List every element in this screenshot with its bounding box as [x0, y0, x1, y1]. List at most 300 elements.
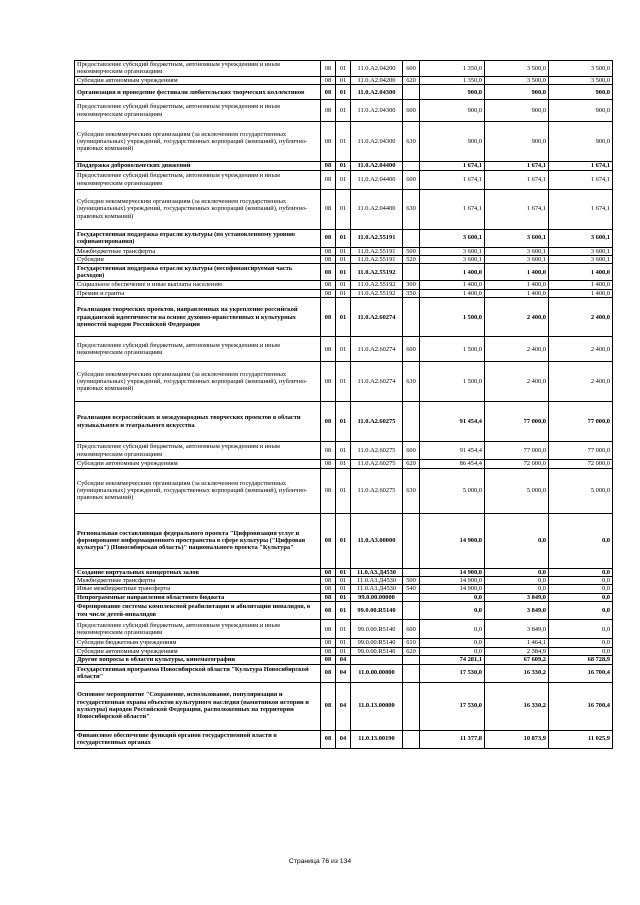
- subsection-code: 01: [336, 256, 351, 264]
- subsection-code: 01: [336, 593, 351, 601]
- table-row: [75, 639, 613, 647]
- table-row: [75, 682, 613, 730]
- target-article-code: 11.0.A2.55191: [351, 229, 403, 247]
- amount-year-3: 72 000,0: [549, 460, 613, 468]
- table-row: [75, 362, 613, 402]
- row-name: Предоставление субсидий бюджетным, автономным учреждениям и иным некоммерческим организациям: [75, 170, 321, 189]
- amount-year-1: 0,0: [420, 639, 485, 647]
- row-name: Непрограммные направления областного бюджета: [75, 593, 321, 601]
- row-name: Государственная программа Новосибирской области "Культура Новосибирской области": [75, 664, 321, 682]
- amount-year-2: 1 400,0: [485, 289, 549, 297]
- target-article-code: 11.0.00.00000: [351, 664, 403, 682]
- amount-year-3: 0,0: [549, 620, 613, 639]
- row-name: Государственная поддержка отрасли культуры (несофинансируемая часть расходов): [75, 264, 321, 281]
- table-row: [75, 602, 613, 620]
- expense-type-code: 600: [403, 620, 420, 639]
- amount-year-2: 3 600,1: [485, 256, 549, 264]
- amount-year-1: 14 900,0: [420, 513, 485, 568]
- amount-year-1: 1 400,0: [420, 289, 485, 297]
- amount-year-3: 3 500,0: [549, 61, 613, 77]
- subsection-code: 01: [336, 100, 351, 122]
- expense-type-code: 600: [403, 442, 420, 460]
- amount-year-2: 77 000,0: [485, 442, 549, 460]
- target-article-code: 99.0.00.R5140: [351, 602, 403, 620]
- amount-year-3: 1 400,0: [549, 264, 613, 281]
- amount-year-3: 3 600,1: [549, 229, 613, 247]
- target-article-code: 11.0.A2.04200: [351, 61, 403, 77]
- expense-type-code: [403, 298, 420, 337]
- amount-year-1: 900,0: [420, 85, 485, 100]
- subsection-code: 01: [336, 289, 351, 297]
- subsection-code: 04: [336, 664, 351, 682]
- subsection-code: 01: [336, 170, 351, 189]
- subsection-code: 01: [336, 229, 351, 247]
- row-name: Реализация творческих проектов, направленных на укрепление российской гражданской идентичности на основе духовно-нравственных и культурных ценностей народов Российской Федерации: [75, 298, 321, 337]
- amount-year-2: 0,0: [485, 513, 549, 568]
- table-row: [75, 298, 613, 337]
- target-article-code: 11.0.A2.04400: [351, 189, 403, 229]
- amount-year-3: 3 600,1: [549, 247, 613, 255]
- target-article-code: 11.0.A2.60274: [351, 337, 403, 362]
- table-row: [75, 647, 613, 655]
- row-name: Поддержка добровольческих движений: [75, 162, 321, 170]
- amount-year-2: 5 000,0: [485, 468, 549, 513]
- subsection-code: 01: [336, 76, 351, 84]
- table-row: [75, 85, 613, 100]
- section-code: 08: [321, 298, 336, 337]
- amount-year-1: 0,0: [420, 602, 485, 620]
- expense-type-code: [403, 602, 420, 620]
- amount-year-3: 16 700,4: [549, 682, 613, 730]
- expense-type-code: 600: [403, 337, 420, 362]
- amount-year-2: 1 674,1: [485, 162, 549, 170]
- amount-year-2: 0,0: [485, 568, 549, 576]
- target-article-code: 11.0.A3.00000: [351, 513, 403, 568]
- row-name: Предоставление субсидий бюджетным, автономным учреждениям и иным некоммерческим организациям: [75, 100, 321, 122]
- amount-year-2: 1 400,0: [485, 281, 549, 289]
- expense-type-code: 630: [403, 468, 420, 513]
- amount-year-2: 1 400,0: [485, 264, 549, 281]
- amount-year-2: 2 400,0: [485, 337, 549, 362]
- amount-year-3: 0,0: [549, 568, 613, 576]
- amount-year-2: 16 330,2: [485, 664, 549, 682]
- table-row: [75, 730, 613, 748]
- subsection-code: 01: [336, 247, 351, 255]
- table-row: [75, 229, 613, 247]
- row-name: Предоставление субсидий бюджетным, автономным учреждениям и иным некоммерческим организациям: [75, 620, 321, 639]
- table-row: [75, 281, 613, 289]
- expense-type-code: [403, 593, 420, 601]
- section-code: 08: [321, 281, 336, 289]
- amount-year-3: 3 600,1: [549, 256, 613, 264]
- table-row: [75, 577, 613, 585]
- amount-year-3: 0,0: [549, 513, 613, 568]
- section-code: 08: [321, 289, 336, 297]
- section-code: 08: [321, 730, 336, 748]
- expense-type-code: [403, 682, 420, 730]
- row-name: Премии и гранты: [75, 289, 321, 297]
- target-article-code: 11.0.A3.Д4530: [351, 585, 403, 593]
- section-code: 08: [321, 639, 336, 647]
- target-article-code: 11.0.A2.55191: [351, 256, 403, 264]
- amount-year-3: 0,0: [549, 639, 613, 647]
- section-code: 08: [321, 76, 336, 84]
- amount-year-2: 0,0: [485, 577, 549, 585]
- amount-year-1: 17 530,0: [420, 664, 485, 682]
- row-name: Межбюджетные трансферты: [75, 577, 321, 585]
- section-code: 08: [321, 593, 336, 601]
- target-article-code: 11.0.13.00190: [351, 730, 403, 748]
- amount-year-3: 5 000,0: [549, 468, 613, 513]
- amount-year-1: 1 674,1: [420, 189, 485, 229]
- subsection-code: 01: [336, 402, 351, 442]
- amount-year-2: 900,0: [485, 100, 549, 122]
- amount-year-3: 1 400,0: [549, 281, 613, 289]
- amount-year-1: 1 500,0: [420, 337, 485, 362]
- row-name: Субсидии автономным учреждениям: [75, 460, 321, 468]
- row-name: Создание виртуальных концертных залов: [75, 568, 321, 576]
- row-name: Формирование системы комплексной реабилитации и абилитации инвалидов, в том числе детей-инвалидов: [75, 602, 321, 620]
- amount-year-3: 1 400,0: [549, 289, 613, 297]
- amount-year-1: 74 281,1: [420, 656, 485, 664]
- amount-year-3: 16 700,4: [549, 664, 613, 682]
- amount-year-1: 0,0: [420, 620, 485, 639]
- row-name: Организация и проведение фестивали любительских творческих коллективов: [75, 85, 321, 100]
- section-code: 08: [321, 647, 336, 655]
- subsection-code: 01: [336, 264, 351, 281]
- section-code: 08: [321, 229, 336, 247]
- expense-type-code: 620: [403, 76, 420, 84]
- section-code: 08: [321, 122, 336, 162]
- amount-year-3: 0,0: [549, 647, 613, 655]
- amount-year-3: 11 025,9: [549, 730, 613, 748]
- amount-year-1: 5 000,0: [420, 468, 485, 513]
- expense-type-code: [403, 730, 420, 748]
- section-code: 08: [321, 620, 336, 639]
- section-code: 08: [321, 256, 336, 264]
- expense-type-code: 630: [403, 362, 420, 402]
- subsection-code: 01: [336, 337, 351, 362]
- table-row: [75, 170, 613, 189]
- amount-year-2: 3 500,0: [485, 76, 549, 84]
- table-row: [75, 162, 613, 170]
- table-row: [75, 337, 613, 362]
- target-article-code: 11.0.A2.60275: [351, 402, 403, 442]
- expense-type-code: 540: [403, 585, 420, 593]
- section-code: 08: [321, 100, 336, 122]
- row-name: Социальное обеспечение и иные выплаты населению: [75, 281, 321, 289]
- amount-year-3: 77 000,0: [549, 442, 613, 460]
- expense-type-code: [403, 264, 420, 281]
- row-name: Другие вопросы в области культуры, кинематографии: [75, 656, 321, 664]
- target-article-code: 11.0.A2.04400: [351, 170, 403, 189]
- target-article-code: 11.0.A2.04300: [351, 122, 403, 162]
- target-article-code: 11.0.A2.04200: [351, 76, 403, 84]
- target-article-code: 11.0.A3.Д4530: [351, 577, 403, 585]
- amount-year-3: 68 728,9: [549, 656, 613, 664]
- expense-type-code: 600: [403, 100, 420, 122]
- subsection-code: 01: [336, 122, 351, 162]
- amount-year-1: 91 454,4: [420, 442, 485, 460]
- subsection-code: 01: [336, 281, 351, 289]
- amount-year-3: 1 674,1: [549, 189, 613, 229]
- target-article-code: 99.0.00.00000: [351, 593, 403, 601]
- amount-year-2: 1 674,1: [485, 189, 549, 229]
- expense-type-code: 600: [403, 61, 420, 77]
- expense-type-code: 500: [403, 247, 420, 255]
- expense-type-code: [403, 402, 420, 442]
- expense-type-code: 350: [403, 289, 420, 297]
- subsection-code: 04: [336, 656, 351, 664]
- amount-year-1: 3 600,1: [420, 256, 485, 264]
- amount-year-1: 0,0: [420, 647, 485, 655]
- subsection-code: 01: [336, 460, 351, 468]
- row-name: Субсидии некоммерческим организациям (за исключением государственных (муниципальных) учреждений, государственных корпораций (компаний), публично-правовых компаний): [75, 122, 321, 162]
- amount-year-1: 1 500,0: [420, 298, 485, 337]
- subsection-code: 01: [336, 162, 351, 170]
- amount-year-1: 900,0: [420, 122, 485, 162]
- row-name: Субсидии некоммерческим организациям (за исключением государственных (муниципальных) учреждений, государственных корпораций (компаний), публично-правовых компаний): [75, 468, 321, 513]
- target-article-code: 11.0.A3.Д4530: [351, 568, 403, 576]
- expense-type-code: [403, 229, 420, 247]
- amount-year-1: 1 674,1: [420, 162, 485, 170]
- subsection-code: 01: [336, 468, 351, 513]
- amount-year-2: 2 384,9: [485, 647, 549, 655]
- amount-year-1: 0,0: [420, 593, 485, 601]
- subsection-code: 04: [336, 730, 351, 748]
- expense-type-code: 600: [403, 170, 420, 189]
- table-row: [75, 664, 613, 682]
- target-article-code: 11.0.A2.04300: [351, 85, 403, 100]
- table-row: [75, 585, 613, 593]
- amount-year-1: 3 600,1: [420, 229, 485, 247]
- section-code: 08: [321, 585, 336, 593]
- amount-year-2: 72 000,0: [485, 460, 549, 468]
- target-article-code: 11.0.A2.55192: [351, 281, 403, 289]
- amount-year-2: 1 464,1: [485, 639, 549, 647]
- subsection-code: 01: [336, 585, 351, 593]
- section-code: 08: [321, 664, 336, 682]
- table-row: [75, 513, 613, 568]
- target-article-code: 11.0.A2.60274: [351, 362, 403, 402]
- expense-type-code: 620: [403, 647, 420, 655]
- subsection-code: 01: [336, 577, 351, 585]
- row-name: Субсидии некоммерческим организациям (за исключением государственных (муниципальных) учреждений, государственных корпораций (компаний), публично-правовых компаний): [75, 189, 321, 229]
- budget-table: [74, 60, 613, 749]
- amount-year-1: 1 400,0: [420, 281, 485, 289]
- expense-type-code: [403, 664, 420, 682]
- table-row: [75, 256, 613, 264]
- section-code: 08: [321, 61, 336, 77]
- amount-year-2: 2 400,0: [485, 362, 549, 402]
- subsection-code: 01: [336, 568, 351, 576]
- table-row: [75, 656, 613, 664]
- expense-type-code: 520: [403, 256, 420, 264]
- amount-year-1: 14 900,0: [420, 577, 485, 585]
- expense-type-code: 630: [403, 122, 420, 162]
- section-code: 08: [321, 656, 336, 664]
- table-row: [75, 247, 613, 255]
- amount-year-2: 3 600,1: [485, 229, 549, 247]
- expense-type-code: 610: [403, 639, 420, 647]
- amount-year-3: 0,0: [549, 593, 613, 601]
- table-row: [75, 568, 613, 576]
- section-code: 08: [321, 682, 336, 730]
- subsection-code: 01: [336, 639, 351, 647]
- row-name: Финансовое обеспечение функций органов государственной власти в государственных органах: [75, 730, 321, 748]
- target-article-code: 11.0.A2.55192: [351, 264, 403, 281]
- amount-year-2: 2 400,0: [485, 298, 549, 337]
- section-code: 08: [321, 442, 336, 460]
- amount-year-2: 10 873,9: [485, 730, 549, 748]
- subsection-code: 01: [336, 513, 351, 568]
- section-code: 08: [321, 460, 336, 468]
- section-code: 08: [321, 264, 336, 281]
- table-row: [75, 122, 613, 162]
- section-code: 08: [321, 162, 336, 170]
- amount-year-1: 900,0: [420, 100, 485, 122]
- amount-year-1: 1 350,0: [420, 61, 485, 77]
- budget-table-body: [75, 61, 613, 749]
- table-row: [75, 61, 613, 77]
- row-name: Предоставление субсидий бюджетным, автономным учреждениям и иным некоммерческим организациям: [75, 61, 321, 77]
- section-code: 08: [321, 362, 336, 402]
- amount-year-3: 1 674,1: [549, 162, 613, 170]
- amount-year-2: 77 000,0: [485, 402, 549, 442]
- subsection-code: 01: [336, 85, 351, 100]
- amount-year-2: 16 330,2: [485, 682, 549, 730]
- subsection-code: 01: [336, 602, 351, 620]
- row-name: Региональная составляющая федерального проекта "Цифровизация услуг и формирование информационного пространства в сфере культуры ("Цифровая культура") (Новосибирская область)" национального проекта "Культура": [75, 513, 321, 568]
- table-row: [75, 442, 613, 460]
- row-name: Реализация всероссийских и международных творческих проектов в области музыкального и театрального искусства: [75, 402, 321, 442]
- row-name: Субсидии автономным учреждениям: [75, 76, 321, 84]
- amount-year-2: 900,0: [485, 85, 549, 100]
- section-code: 08: [321, 189, 336, 229]
- amount-year-1: 1 500,0: [420, 362, 485, 402]
- table-row: [75, 468, 613, 513]
- row-name: Иные межбюджетные трансферты: [75, 585, 321, 593]
- section-code: 08: [321, 468, 336, 513]
- subsection-code: 01: [336, 362, 351, 402]
- expense-type-code: [403, 162, 420, 170]
- section-code: 08: [321, 568, 336, 576]
- amount-year-3: 900,0: [549, 100, 613, 122]
- amount-year-2: 3 849,0: [485, 602, 549, 620]
- amount-year-1: 11 377,8: [420, 730, 485, 748]
- amount-year-3: 77 000,0: [549, 402, 613, 442]
- expense-type-code: [403, 513, 420, 568]
- amount-year-1: 14 900,0: [420, 568, 485, 576]
- subsection-code: 01: [336, 189, 351, 229]
- amount-year-2: 3 849,0: [485, 593, 549, 601]
- amount-year-3: 900,0: [549, 85, 613, 100]
- amount-year-3: 1 674,1: [549, 170, 613, 189]
- amount-year-1: 91 454,4: [420, 402, 485, 442]
- subsection-code: 01: [336, 61, 351, 77]
- target-article-code: 11.0.A2.60275: [351, 468, 403, 513]
- amount-year-3: 2 400,0: [549, 337, 613, 362]
- table-row: [75, 402, 613, 442]
- amount-year-3: 3 500,0: [549, 76, 613, 84]
- target-article-code: 99.0.00.R5140: [351, 639, 403, 647]
- budget-page: [74, 60, 612, 749]
- section-code: 08: [321, 513, 336, 568]
- amount-year-2: 1 674,1: [485, 170, 549, 189]
- amount-year-2: 3 600,1: [485, 247, 549, 255]
- table-row: [75, 189, 613, 229]
- target-article-code: 11.0.13.00000: [351, 682, 403, 730]
- target-article-code: 99.0.00.R5140: [351, 620, 403, 639]
- amount-year-2: 900,0: [485, 122, 549, 162]
- amount-year-2: 0,0: [485, 585, 549, 593]
- amount-year-1: 17 530,0: [420, 682, 485, 730]
- target-article-code: [351, 656, 403, 664]
- section-code: 08: [321, 402, 336, 442]
- amount-year-1: 3 600,1: [420, 247, 485, 255]
- row-name: Государственная поддержка отрасли культуры (по установленному уровню софинансирования): [75, 229, 321, 247]
- row-name: Межбюджетные трансферты: [75, 247, 321, 255]
- table-row: [75, 76, 613, 84]
- expense-type-code: [403, 85, 420, 100]
- target-article-code: 11.0.A2.04300: [351, 100, 403, 122]
- target-article-code: 11.0.A2.55192: [351, 289, 403, 297]
- row-name: Субсидии некоммерческим организациям (за исключением государственных (муниципальных) учреждений, государственных корпораций (компаний), публично-правовых компаний): [75, 362, 321, 402]
- table-row: [75, 593, 613, 601]
- expense-type-code: [403, 656, 420, 664]
- amount-year-2: 3 849,0: [485, 620, 549, 639]
- section-code: 08: [321, 170, 336, 189]
- section-code: 08: [321, 602, 336, 620]
- subsection-code: 01: [336, 647, 351, 655]
- expense-type-code: 500: [403, 577, 420, 585]
- amount-year-1: 14 900,0: [420, 585, 485, 593]
- target-article-code: 11.0.A2.60275: [351, 442, 403, 460]
- subsection-code: 04: [336, 682, 351, 730]
- amount-year-3: 900,0: [549, 122, 613, 162]
- table-row: [75, 620, 613, 639]
- table-row: [75, 460, 613, 468]
- target-article-code: 11.0.A2.60274: [351, 298, 403, 337]
- row-name: Субсидии автономным учреждениям: [75, 647, 321, 655]
- expense-type-code: 300: [403, 281, 420, 289]
- subsection-code: 01: [336, 442, 351, 460]
- row-name: Предоставление субсидий бюджетным, автономным учреждениям и иным некоммерческим организациям: [75, 337, 321, 362]
- row-name: Субсидии: [75, 256, 321, 264]
- target-article-code: 99.0.00.R5140: [351, 647, 403, 655]
- subsection-code: 01: [336, 620, 351, 639]
- expense-type-code: 620: [403, 460, 420, 468]
- subsection-code: 01: [336, 298, 351, 337]
- section-code: 08: [321, 337, 336, 362]
- row-name: Основное мероприятие "Сохранение, использование, популяризация и государственная охрана объектов культурного наследия (памятников истории и культуры) народов Российской Федерации, расположенных на территории Новосибирской области": [75, 682, 321, 730]
- table-row: [75, 100, 613, 122]
- amount-year-2: 3 500,0: [485, 61, 549, 77]
- table-row: [75, 264, 613, 281]
- amount-year-3: 2 400,0: [549, 362, 613, 402]
- section-code: 08: [321, 577, 336, 585]
- amount-year-3: 0,0: [549, 602, 613, 620]
- target-article-code: 11.0.A2.04400: [351, 162, 403, 170]
- amount-year-1: 1 674,1: [420, 170, 485, 189]
- section-code: 08: [321, 85, 336, 100]
- amount-year-3: 0,0: [549, 585, 613, 593]
- expense-type-code: [403, 568, 420, 576]
- amount-year-3: 0,0: [549, 577, 613, 585]
- page-footer: Страница 76 из 134: [288, 858, 352, 865]
- amount-year-3: 2 400,0: [549, 298, 613, 337]
- amount-year-2: 67 609,2: [485, 656, 549, 664]
